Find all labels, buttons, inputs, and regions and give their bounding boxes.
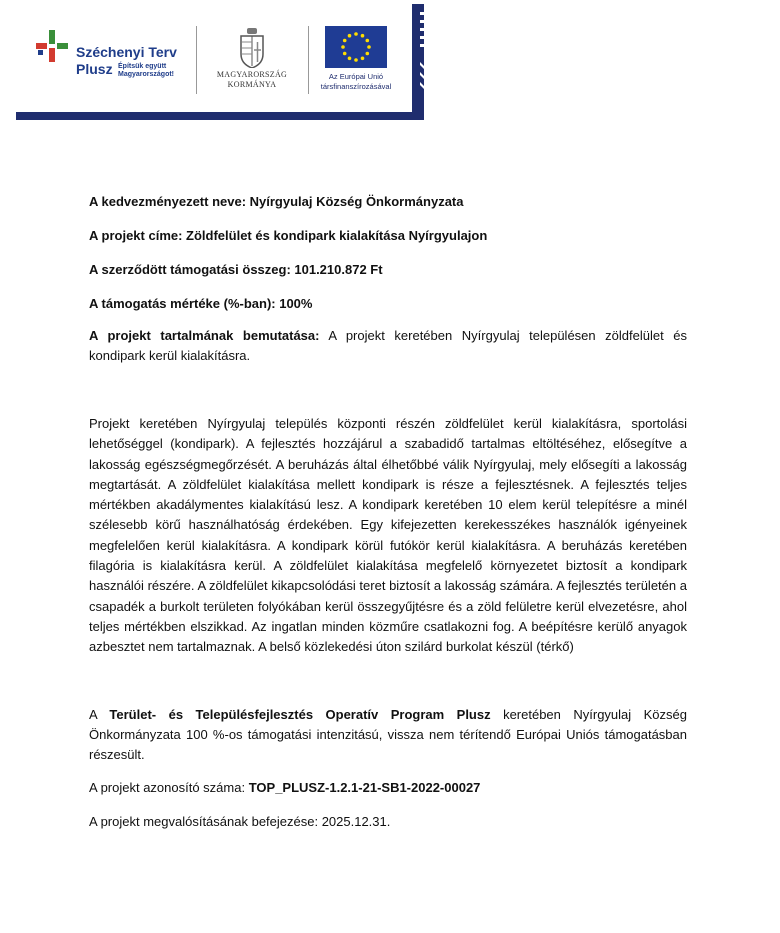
hungarian-government-logo <box>212 28 292 98</box>
project-intro <box>89 326 687 366</box>
support-prefix: A <box>89 707 110 722</box>
support-rate-line: A támogatás mértéke (%-ban): 100% <box>89 296 313 311</box>
gov-line-1: MAGYARORSZÁG <box>216 70 288 79</box>
gov-line-2: KORMÁNYA <box>227 80 277 89</box>
header-banner <box>16 4 424 120</box>
logo-plusz: Plusz <box>76 61 113 77</box>
coat-of-arms-icon <box>239 28 265 68</box>
banner-bottom-stripe <box>16 112 424 120</box>
program-name: Terület- és Településfejlesztés Operatív Program Plusz <box>109 707 491 722</box>
intro-label: A projekt tartalmának bemutatása: <box>89 328 320 343</box>
chevron-pattern-icon <box>412 4 424 120</box>
project-id-value: TOP_PLUSZ-1.2.1-21-SB1-2022-00027 <box>248 780 481 795</box>
support-suffix: keretében Nyírgyulaj Község Önkormányzata 100 %-os támogatási intenzitású, vissza nem térítendő Európai Uniós támogatásban részesült. <box>89 707 687 762</box>
support-statement <box>89 705 687 765</box>
logo-title: Széchenyi Terv <box>76 44 177 60</box>
szechenyi-cross-icon <box>36 30 68 62</box>
eu-caption <box>316 72 396 92</box>
logo-slogan: Építsük együtt Magyarországot! <box>118 63 175 78</box>
szechenyi-terv-plusz-logo <box>36 30 186 90</box>
divider <box>196 26 197 94</box>
intro-text: A projekt keretében Nyírgyulaj településen zöldfelület és kondipark kerül kialakításra. <box>89 328 688 363</box>
beneficiary-line: A kedvezményezett neve: Nyírgyulaj Község Önkormányzata <box>89 194 464 209</box>
support-amount-line: A szerződött támogatási összeg: 101.210.872 Ft <box>89 262 383 277</box>
project-description: Projekt keretében Nyírgyulaj település központi részén zöldfelület kerül kialakításra, sportolási lehetőséggel (kondipark). A fejlesztés hozzájárul a szabadidő tartalmas eltöltéséhez, elősegítve a lakosság egészségmegőrzését. A beruházás által élhetőbbé válik Nyírgyulaj, mely elősegíti a lakosság megtartását. A zöldfelület kialakítása mellett kondipark is része a fejlesztésnek. A fejlesztés teljes mértékben akadálymentes kialakítású lesz. A kondipark keretében 10 elem kerül telepítésre a minél szélesebb körű használhatóság érdekében. Egy kifejezetten kerekesszékes használók igényeinek megfelelően kerül kialakításra. A kondipark körül futókör kerül kialakításra. A beruházás keretében filagória is kialakításra kerül. A zöldfelület kialakítása megfelelő környezetet biztosít a kondipark használói részére. A zöldfelület kikapcsolódási teret biztosít a lakosság számára. A fejlesztés területén a csapadék a burkolt területen folyókában kerül összegyűjtésre és a zöld felületre kerül elvezetésre, ahol teljes mértékben elszikkad. Az ingatlan minden közműre csatlakozni fog. A beépítésre kerülő anyagok azbesztet nem tartalmaznak. A belső közlekedési úton szilárd burkolat készül (térkő) <box>89 416 687 655</box>
completion-line: A projekt megvalósításának befejezése: 2025.12.31. <box>89 814 391 829</box>
divider <box>308 26 309 94</box>
project-id-line <box>89 780 480 795</box>
eu-logo <box>316 26 396 98</box>
government-caption <box>212 70 292 90</box>
project-id-label: A projekt azonosító száma: <box>89 780 249 795</box>
banner-side-stripe <box>412 4 424 120</box>
eu-line-2: társfinanszírozásával <box>320 82 392 91</box>
project-title-line: A projekt címe: Zöldfelület és kondipark kialakítása Nyírgyulajon <box>89 228 488 243</box>
eu-line-1: Az Európai Unió <box>328 72 384 81</box>
eu-flag-icon <box>325 26 387 68</box>
